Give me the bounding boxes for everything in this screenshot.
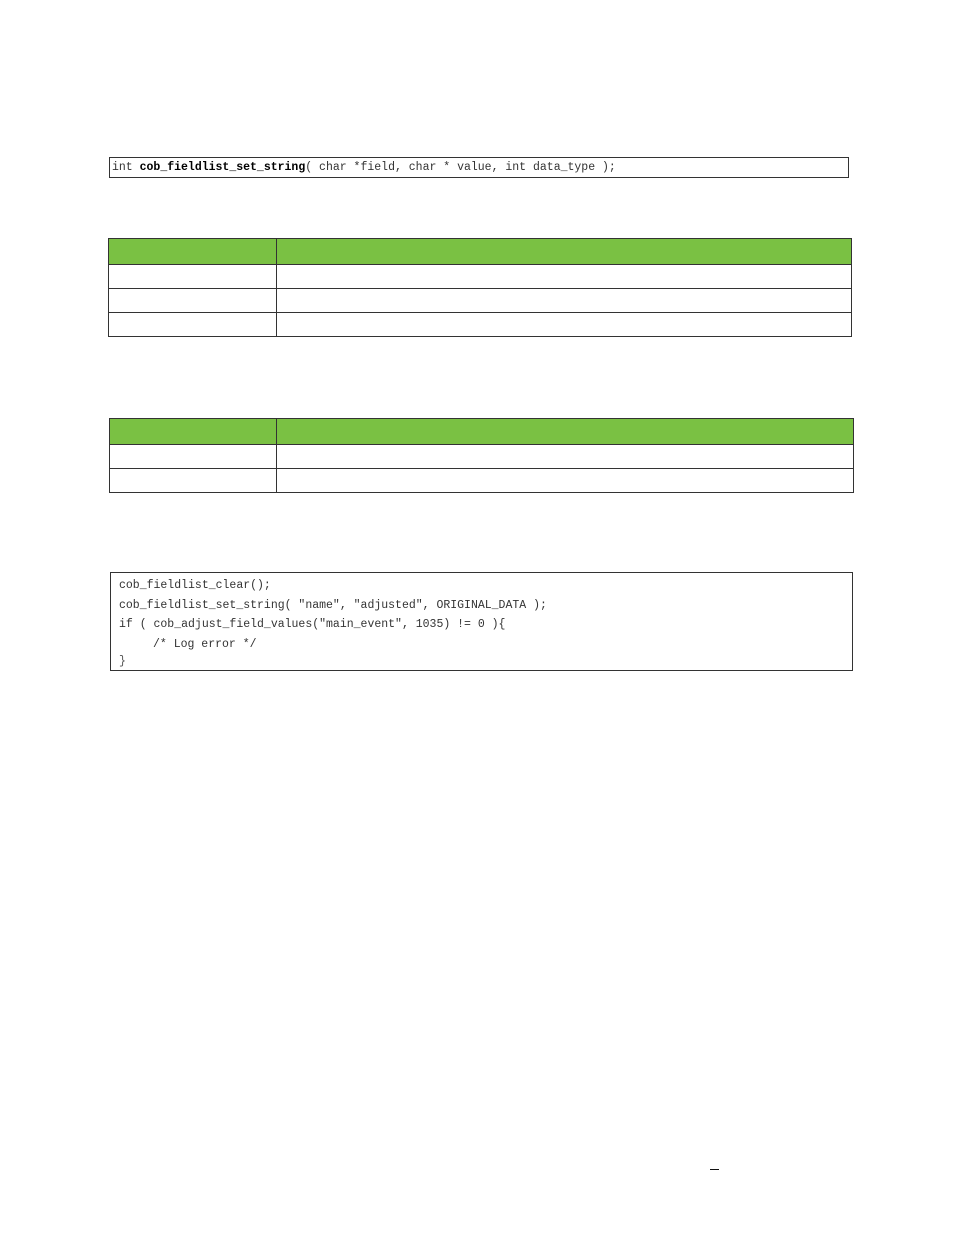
table-cell <box>277 445 854 469</box>
table-cell <box>109 289 277 313</box>
parameters-table <box>108 238 852 337</box>
return-values-table-header <box>110 419 854 445</box>
table-cell <box>110 445 277 469</box>
table-row <box>109 289 852 313</box>
code-line: cob_fieldlist_clear(); <box>119 579 271 592</box>
table-header-cell <box>277 239 852 265</box>
table-cell <box>109 313 277 337</box>
table-header-cell <box>277 419 854 445</box>
table-cell <box>277 313 852 337</box>
function-signature <box>109 157 849 178</box>
parameters-table-header <box>109 239 852 265</box>
table-cell <box>109 265 277 289</box>
table-cell <box>277 265 852 289</box>
signature-function-name: cob_fieldlist_set_string <box>139 161 306 174</box>
table-row <box>109 265 852 289</box>
code-line: } <box>119 655 126 669</box>
page-footer-dash <box>710 1169 719 1170</box>
signature-params: ( char *field, char * value, int data_type ); <box>305 161 616 174</box>
table-cell <box>277 469 854 493</box>
table-header-cell <box>110 419 277 445</box>
table-cell <box>110 469 277 493</box>
table-cell <box>277 289 852 313</box>
table-row <box>110 469 854 493</box>
code-line: if ( cob_adjust_field_values("main_event", 1035) != 0 ){ <box>119 618 506 632</box>
table-row <box>109 313 852 337</box>
code-line: cob_fieldlist_set_string( "name", "adjusted", ORIGINAL_DATA ); <box>119 598 547 612</box>
table-header-cell <box>109 239 277 265</box>
table-row <box>110 445 854 469</box>
code-example <box>110 572 853 671</box>
signature-return-type: int <box>112 161 140 174</box>
return-values-table <box>109 418 854 493</box>
code-line: /* Log error */ <box>153 637 257 651</box>
